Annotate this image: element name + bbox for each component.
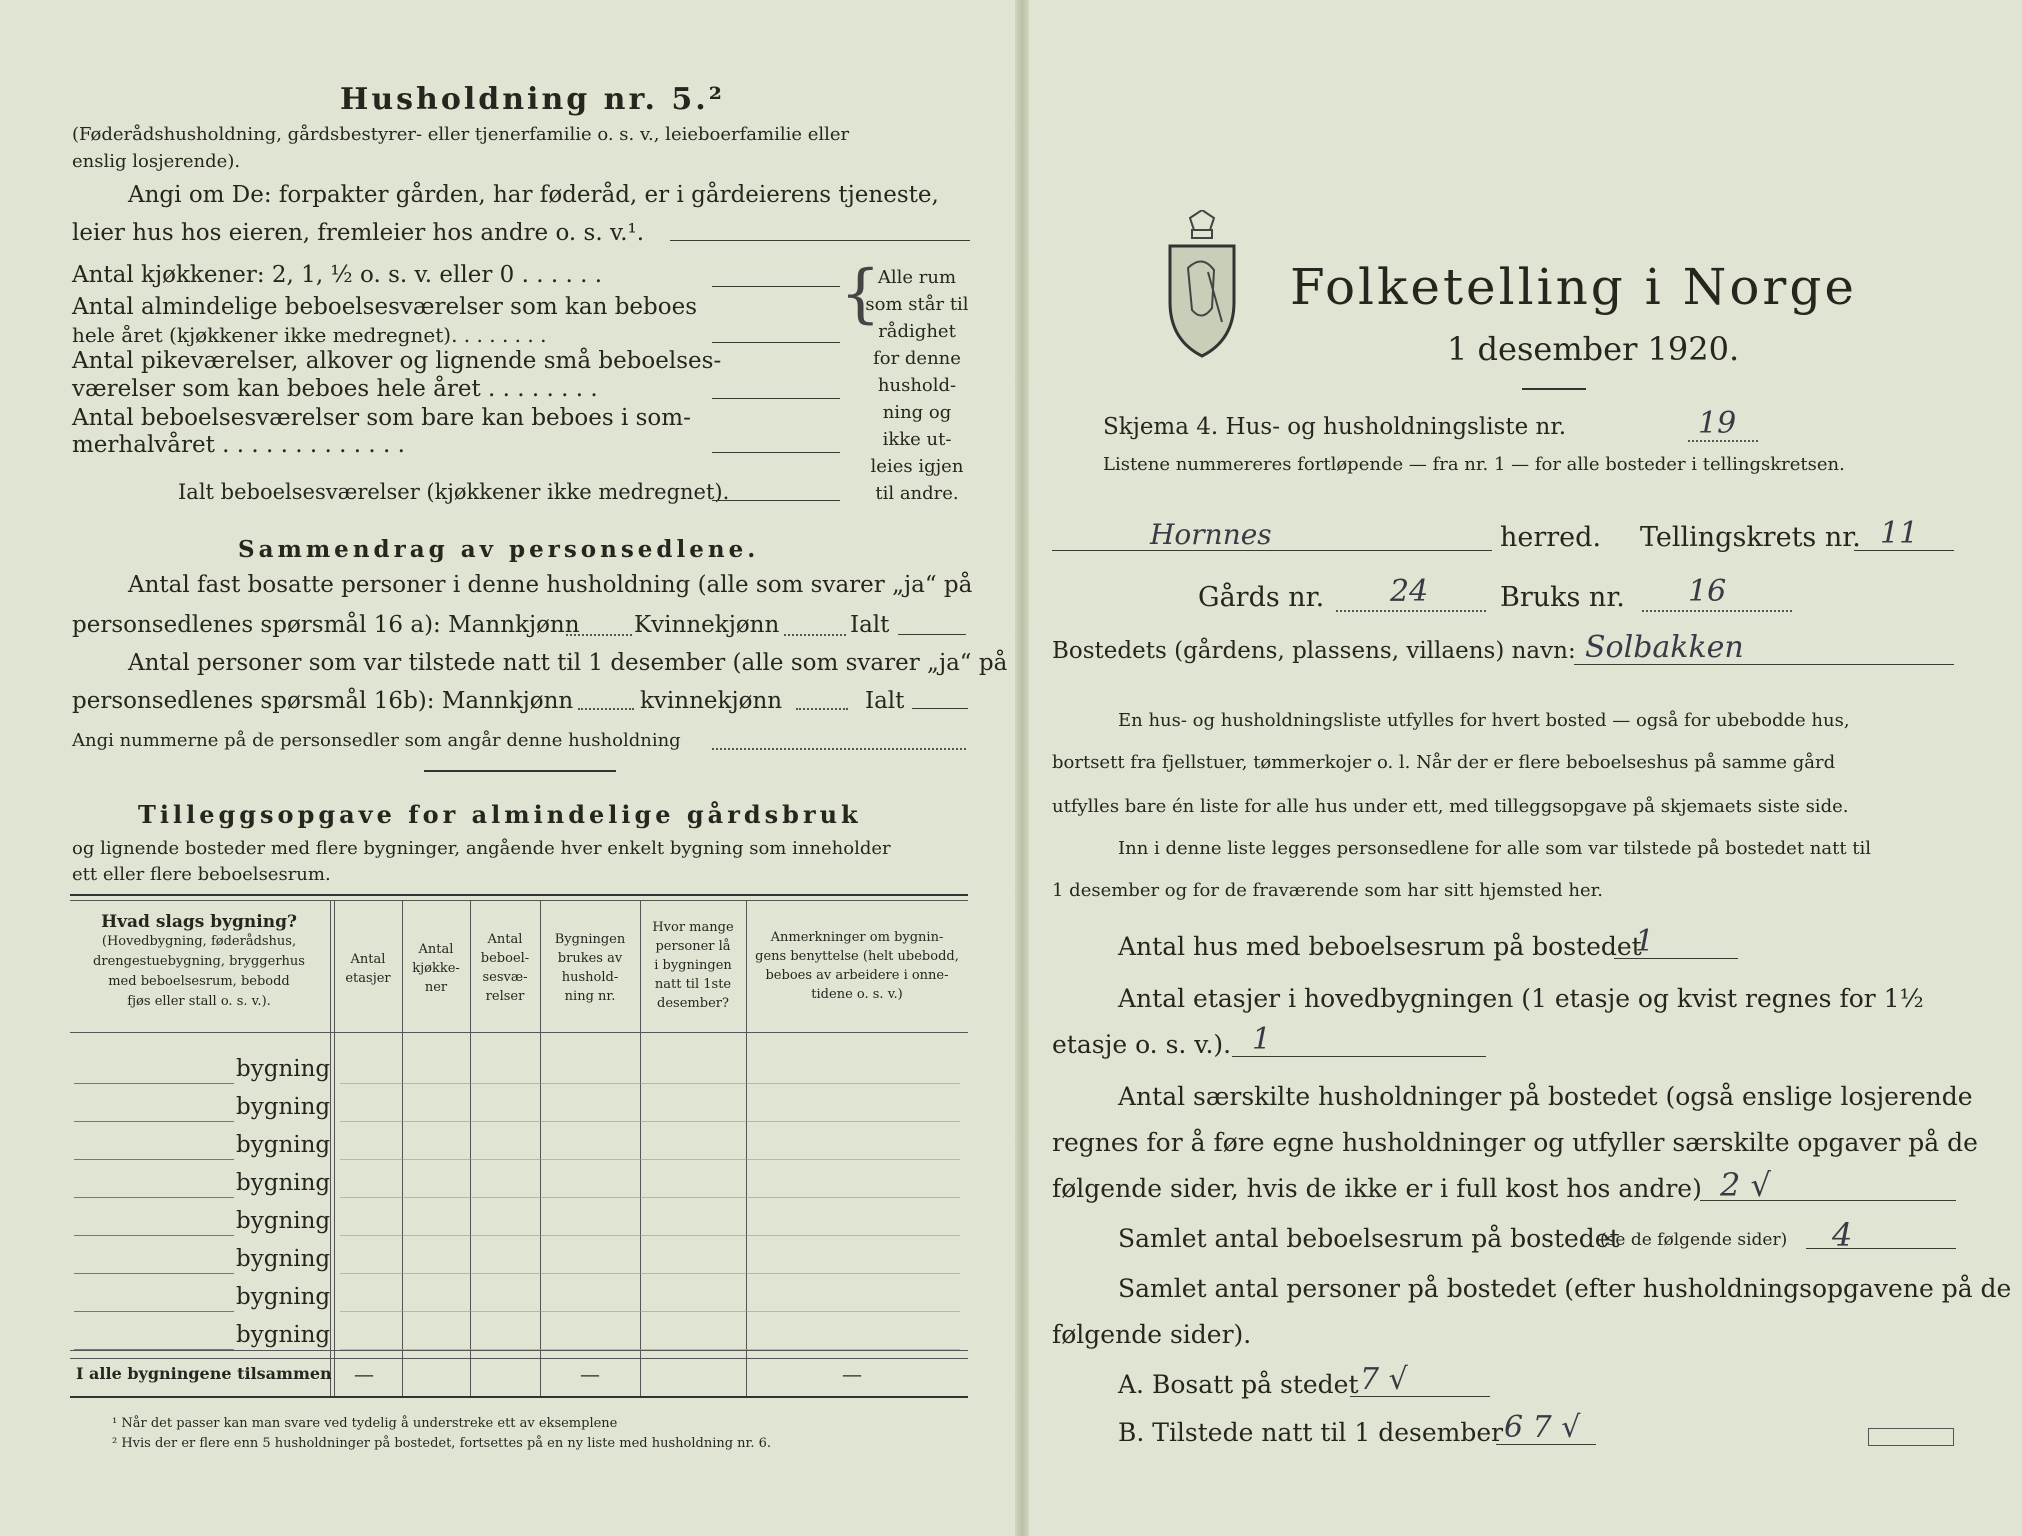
supplement-title: Tilleggsopgave for almindelige gårdsbruk <box>138 800 862 829</box>
q-persons-1: Samlet antal personer på bostedet (efter husholdningsopgavene på de <box>1118 1274 2012 1303</box>
ordinary-rooms-row: Antal almindelige beboelsesværelser som kan beboes <box>72 294 698 320</box>
krets-value: 11 <box>1880 516 1919 551</box>
skjema-value: 19 <box>1698 406 1737 441</box>
angi-line-2: leier hus hos eieren, fremleier hos andre o. s. v.¹. <box>72 220 645 246</box>
q-resident-value: 7 √ <box>1360 1362 1408 1397</box>
table-row: bygning <box>236 1246 331 1272</box>
krets-label: Tellingskrets nr. <box>1640 522 1861 553</box>
q-households-2: regnes for å føre egne husholdninger og utfyller særskilte opgaver på de <box>1052 1128 1978 1157</box>
maid-rooms-row-2: værelser som kan beboes hele året . . . . . . . . <box>72 376 598 402</box>
summary-1c: Kvinnekjønn <box>634 612 780 638</box>
para-5: 1 desember og for de fraværende som har sitt hjemsted her. <box>1052 880 1603 901</box>
summary-1b: personsedlenes spørsmål 16 a): Mannkjønn <box>72 612 580 638</box>
brace: { <box>840 257 881 331</box>
ialt-rooms: Ialt beboelsesværelser (kjøkkener ikke medregnet). <box>178 480 730 504</box>
col-header-remarks: Anmerkninger om bygnin- gens benyttelse (helt ubebodd, beboes av arbeidere i onne- tidene o. s. v.) <box>755 930 959 1002</box>
skjema-label: Skjema 4. Hus- og husholdningsliste nr. <box>1103 414 1567 440</box>
para-2: bortsett fra fjellstuer, tømmerkojer o. l. Når der er flere beboelseshus på samme gård <box>1052 752 1836 773</box>
q-rooms: Samlet antal beboelsesrum på bostedet <box>1118 1224 1620 1253</box>
q-households-value: 2 √ <box>1720 1166 1771 1204</box>
table-row: bygning <box>236 1322 331 1348</box>
para-1: En hus- og husholdningsliste utfylles for hvert bosted — også for ubebodde hus, <box>1118 710 1850 731</box>
coat-of-arms-icon <box>1162 210 1242 360</box>
q-resident: A. Bosatt på stedet <box>1118 1370 1359 1399</box>
table-row: bygning <box>236 1056 331 1082</box>
total-household: — <box>580 1362 600 1386</box>
q-floors-value: 1 <box>1252 1022 1272 1057</box>
herred-label: herred. <box>1500 522 1602 553</box>
table-row: bygning <box>236 1094 331 1120</box>
summary-title: Sammendrag av personsedlene. <box>238 536 760 563</box>
total-remarks: — <box>842 1362 862 1386</box>
intro-line-2: enslig losjerende). <box>72 151 241 172</box>
household-title: Husholdning nr. 5.² <box>340 82 725 117</box>
summary-2a: Antal personer som var tilstede natt til 1 desember (alle som svarer „ja“ på <box>128 650 1008 676</box>
herred-value: Hornnes <box>1150 518 1272 551</box>
summary-3: Angi nummerne på de personsedler som angår denne husholdning <box>72 730 681 751</box>
summary-1d: Ialt <box>850 612 890 638</box>
summer-rooms-row-2: merhalvåret . . . . . . . . . . . . . <box>72 432 405 458</box>
total-floors: — <box>354 1362 374 1386</box>
q-floors-1: Antal etasjer i hovedbygningen (1 etasje og kvist regnes for 1½ <box>1118 984 1924 1013</box>
col-header-building-type: Hvad slags bygning? (Hovedbygning, føderådshus, drengestuebygning, bryggerhus med beboelsesrum, bebodd fjøs eller stall o. s. v.). <box>93 912 305 1009</box>
gards-value: 24 <box>1390 574 1429 609</box>
q-households-1: Antal særskilte husholdninger på bostedet (også enslige losjerende <box>1118 1082 1973 1111</box>
q-rooms-value: 4 <box>1832 1216 1853 1254</box>
footnote-2: ² Hvis der er flere enn 5 husholdninger på bostedet, fortsettes på en ny liste med husholdning nr. 6. <box>112 1436 772 1451</box>
supplement-line-1: og lignende bosteder med flere bygninger, angående hver enkelt bygning som inneholder <box>72 838 891 859</box>
printer-stamp <box>1868 1428 1954 1446</box>
q-houses-value: 1 <box>1635 924 1655 959</box>
census-title: Folketelling i Norge <box>1290 258 1857 316</box>
maid-rooms-row: Antal pikeværelser, alkover og lignende små beboelses- <box>72 348 722 374</box>
table-row: bygning <box>236 1284 331 1310</box>
col-header-rooms: Antal beboel- sesvæ- relser <box>480 932 530 1004</box>
q-houses: Antal hus med beboelsesrum på bostedet <box>1118 932 1642 961</box>
bruks-label: Bruks nr. <box>1500 582 1625 613</box>
listene-note: Listene nummereres fortløpende — fra nr. 1 — for alle bosteder i tellingskretsen. <box>1103 454 1845 475</box>
gards-label: Gårds nr. <box>1198 582 1325 613</box>
para-4: Inn i denne liste legges personsedlene for alle som var tilstede på bostedet natt til <box>1118 838 1872 859</box>
q-persons-2: følgende sider). <box>1052 1320 1252 1349</box>
building-rows <box>236 1050 330 1354</box>
q-rooms-note: (se de følgende sider) <box>1600 1230 1788 1250</box>
kitchens-row: Antal kjøkkener: 2, 1, ½ o. s. v. eller 0 . . . . . . <box>72 262 603 288</box>
col-header-floors: Antal etasjer <box>345 952 391 986</box>
angi-line-1: Angi om De: forpakter gården, har føderåd, er i gårdeierens tjeneste, <box>128 182 939 208</box>
page-fold <box>1015 0 1029 1536</box>
q-households-3: følgende sider, hvis de ikke er i full kost hos andre) <box>1052 1174 1702 1203</box>
total-label: I alle bygningene tilsammen <box>76 1364 332 1383</box>
table-row: bygning <box>236 1132 331 1158</box>
bosted-label: Bostedets (gårdens, plassens, villaens) navn: <box>1052 638 1576 664</box>
census-date: 1 desember 1920. <box>1447 330 1740 368</box>
para-3: utfylles bare én liste for alle hus under ett, med tilleggsopgave på skjemaets siste side. <box>1052 796 1849 817</box>
col-header-kitchens: Antal kjøkke- ner <box>412 942 460 995</box>
footnote-1: ¹ Når det passer kan man svare ved tydelig å understreke ett av eksemplene <box>112 1416 618 1431</box>
q-present: B. Tilstede natt til 1 desember <box>1118 1418 1504 1447</box>
bruks-value: 16 <box>1688 574 1727 609</box>
summary-2c: kvinnekjønn <box>640 688 783 714</box>
ordinary-rooms-row-2: hele året (kjøkkener ikke medregnet). . . . . . . . <box>72 323 547 347</box>
summary-1a: Antal fast bosatte personer i denne husholdning (alle som svarer „ja“ på <box>128 572 973 598</box>
table-row: bygning <box>236 1208 331 1234</box>
q-present-value: 6 7 √ <box>1504 1410 1581 1445</box>
summary-2d: Ialt <box>865 688 905 714</box>
bosted-value: Solbakken <box>1585 630 1744 665</box>
q-floors-2: etasje o. s. v.). <box>1052 1030 1232 1059</box>
table-row: bygning <box>236 1170 331 1196</box>
intro-line-1: (Føderådshusholdning, gårdsbestyrer- eller tjenerfamilie o. s. v., leieboerfamilie eller <box>72 124 850 145</box>
summer-rooms-row: Antal beboelsesværelser som bare kan beboes i som- <box>72 405 691 431</box>
col-header-persons: Hvor mange personer lå i bygningen natt til 1ste desember? <box>652 920 734 1011</box>
side-note: Alle rum som står til rådighet for denne hushold- ning og ikke ut- leies igjen til andre. <box>865 267 969 504</box>
col-header-household: Bygningen brukes av hushold- ning nr. <box>554 932 626 1004</box>
supplement-line-2: ett eller flere beboelsesrum. <box>72 864 331 885</box>
summary-2b: personsedlenes spørsmål 16b): Mannkjønn <box>72 688 574 714</box>
